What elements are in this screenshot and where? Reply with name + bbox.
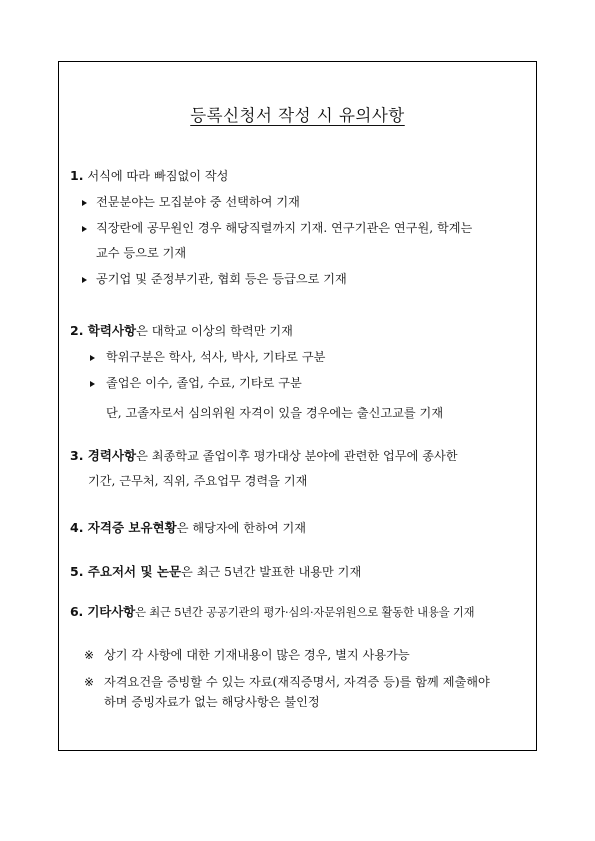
section-4-heading: 4. 자격증 보유현황은 해당자에 한하여 기재 (70, 520, 307, 535)
reference-mark-icon: ※ (84, 675, 95, 689)
section-1-bullet-3: 공기업 및 준정부기관, 협회 등은 등급으로 기재 (96, 272, 347, 286)
bullet-icon (90, 381, 95, 387)
section-5-heading: 5. 주요저서 및 논문은 최근 5년간 발표한 내용만 기재 (70, 564, 362, 579)
bullet-icon (82, 200, 87, 206)
section-2-heading: 2. 학력사항은 대학교 이상의 학력만 기재 (70, 323, 293, 338)
section-2-bullet-1: 학위구분은 학사, 석사, 박사, 기타로 구분 (106, 350, 326, 364)
note-1: ※ 상기 각 사항에 대한 기재내용이 많은 경우, 별지 사용가능 (84, 648, 410, 662)
note-2: ※ 자격요건을 증빙할 수 있는 자료(재직증명서, 자격증 등)를 함께 제출해야 (84, 675, 490, 689)
bullet-icon (82, 277, 87, 283)
document-title: 등록신청서 작성 시 유의사항 (190, 106, 405, 125)
section-3-continuation: 기간, 근무처, 직위, 주요업무 경력을 기재 (88, 474, 308, 488)
section-1-bullet-2-continuation: 교수 등으로 기재 (96, 246, 187, 260)
section-1-bullet-1: 전문분야는 모집분야 중 선택하여 기재 (96, 195, 300, 209)
section-2-bullet-2: 졸업은 이수, 졸업, 수료, 기타로 구분 (106, 376, 302, 390)
section-1-heading: 1. 서식에 따라 빠짐없이 작성 (70, 168, 229, 183)
document-frame (58, 61, 537, 751)
section-1-bullet-2: 직장란에 공무원인 경우 해당직렬까지 기재. 연구기관은 연구원, 학계는 (96, 221, 473, 235)
bullet-icon (90, 355, 95, 361)
note-2-continuation: 하며 증빙자료가 없는 해당사항은 불인정 (104, 695, 320, 709)
reference-mark-icon: ※ (84, 648, 95, 662)
section-6-heading: 6. 기타사항은 최근 5년간 공공기관의 평가·심의·자문위원으로 활동한 내용을 기재 (70, 604, 475, 619)
section-2-continuation: 단, 고졸자로서 심의위원 자격이 있을 경우에는 출신고교를 기재 (106, 406, 444, 420)
section-3-heading: 3. 경력사항은 최종학교 졸업이후 평가대상 분야에 관련한 업무에 종사한 (70, 448, 458, 463)
bullet-icon (82, 226, 87, 232)
